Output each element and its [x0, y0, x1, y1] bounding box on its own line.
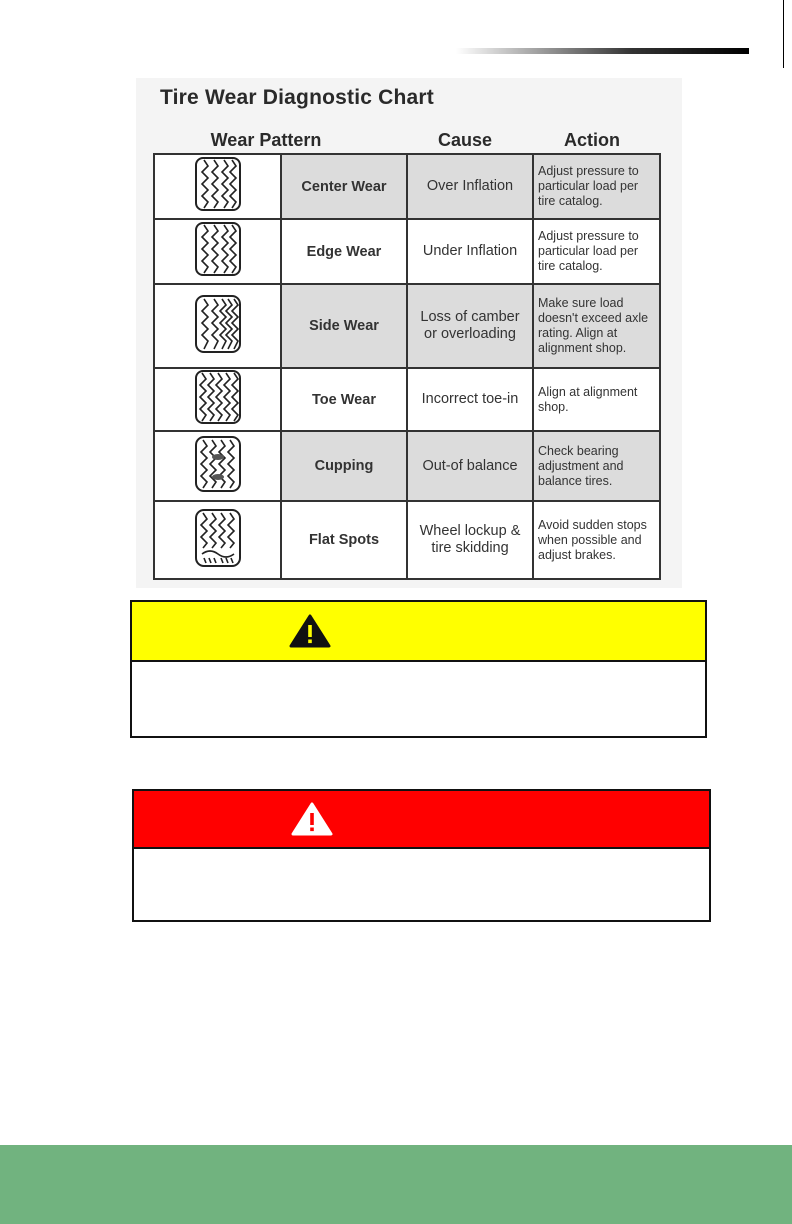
warning-header-band	[134, 791, 709, 849]
tire-pattern-cell	[154, 154, 281, 219]
table-row	[154, 368, 660, 431]
cause-cell: Under Inflation	[407, 219, 533, 284]
wear-pattern-label: Flat Spots	[281, 501, 407, 579]
cupping-tire-icon	[188, 435, 248, 493]
tire-pattern-cell	[154, 284, 281, 368]
edge-wear-tire-icon	[188, 221, 248, 277]
table-row	[154, 501, 660, 579]
wear-pattern-label: Toe Wear	[281, 368, 407, 431]
footer-band	[0, 1145, 792, 1224]
toe-wear-tire-icon	[188, 369, 248, 425]
wear-pattern-label: Edge Wear	[281, 219, 407, 284]
tire-wear-table	[153, 153, 661, 580]
cause-cell: Loss of camber or overloading	[407, 284, 533, 368]
cause-cell: Out-of balance	[407, 431, 533, 501]
table-row	[154, 154, 660, 219]
tire-pattern-cell	[154, 431, 281, 501]
action-cell: Check bearing adjustment and balance tires.	[533, 431, 660, 501]
cause-cell: Over Inflation	[407, 154, 533, 219]
table-row	[154, 431, 660, 501]
side-wear-tire-icon	[188, 293, 248, 355]
action-cell: Adjust pressure to particular load per tire catalog.	[533, 154, 660, 219]
chart-title: Tire Wear Diagnostic Chart	[160, 86, 434, 109]
center-wear-tire-icon	[188, 156, 248, 212]
action-cell: Adjust pressure to particular load per tire catalog.	[533, 219, 660, 284]
table-row	[154, 284, 660, 368]
caution-header-band	[132, 602, 705, 662]
tire-pattern-cell	[154, 368, 281, 431]
wear-pattern-label: Center Wear	[281, 154, 407, 219]
header-gradient-bar	[456, 48, 749, 54]
cause-cell: Incorrect toe-in	[407, 368, 533, 431]
action-cell: Align at alignment shop.	[533, 368, 660, 431]
page-edge-rule	[783, 0, 784, 68]
tire-pattern-cell	[154, 219, 281, 284]
action-cell: Make sure load doesn't exceed axle rating. Align at alignment shop.	[533, 284, 660, 368]
header-cause: Cause	[437, 130, 493, 150]
action-cell: Avoid sudden stops when possible and adjust brakes.	[533, 501, 660, 579]
wear-pattern-label: Cupping	[281, 431, 407, 501]
warning-notice-box	[132, 789, 711, 922]
header-wear-pattern: Wear Pattern	[210, 130, 322, 150]
header-action: Action	[564, 130, 620, 150]
warning-triangle-icon	[290, 801, 334, 837]
warning-triangle-icon	[288, 613, 332, 649]
cause-cell: Wheel lockup & tire skidding	[407, 501, 533, 579]
flat-spots-tire-icon	[188, 508, 248, 568]
tire-pattern-cell	[154, 501, 281, 579]
caution-notice-box	[130, 600, 707, 738]
table-row	[154, 219, 660, 284]
wear-pattern-label: Side Wear	[281, 284, 407, 368]
